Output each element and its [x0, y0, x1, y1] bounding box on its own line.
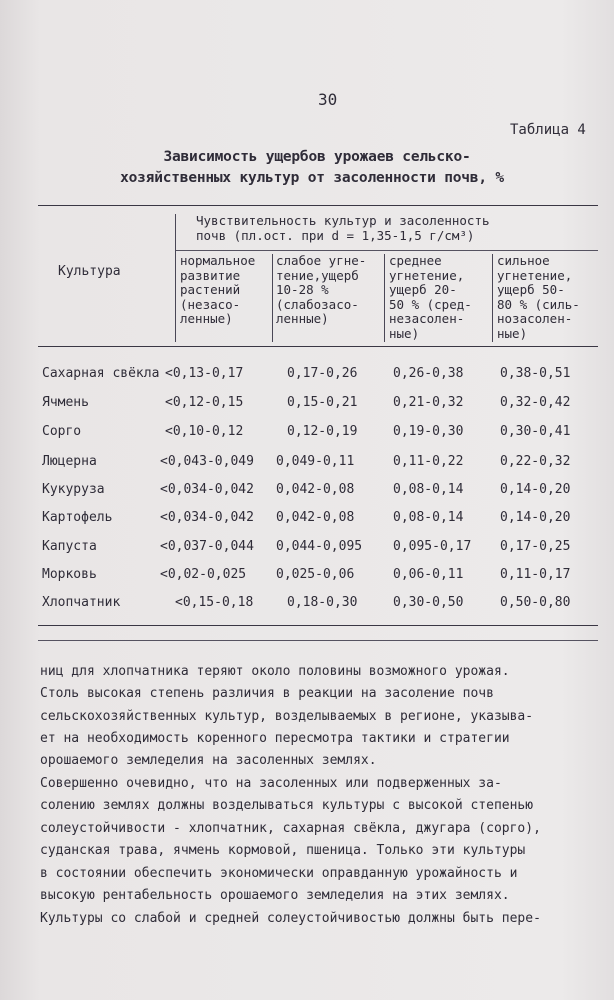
cell-medium: 0,11-0,22 — [393, 454, 464, 469]
column-separator — [384, 254, 385, 342]
row-culture: Сахарная свёкла — [42, 366, 160, 381]
table-label: Таблица 4 — [510, 122, 586, 138]
table-row — [0, 482, 614, 502]
table-row — [0, 366, 614, 386]
cell-medium: 0,08-0,14 — [393, 482, 464, 497]
cell-strong: 0,22-0,32 — [500, 454, 571, 469]
row-culture: Морковь — [42, 567, 97, 582]
table-row — [0, 567, 614, 587]
cell-normal: <0,02-0,025 — [160, 567, 247, 582]
table-row — [0, 510, 614, 530]
cell-normal: <0,10-0,12 — [165, 424, 244, 439]
cell-strong: 0,32-0,42 — [500, 395, 571, 410]
body-text-line: в состоянии обеспечить экономически оправданную урожайность и — [40, 866, 518, 881]
table-row — [0, 454, 614, 474]
cell-strong: 0,11-0,17 — [500, 567, 571, 582]
body-text-line: орошаемого земледелия на засоленных землях. — [40, 753, 377, 768]
header-group-line-1: Чувствительность культур и засоленность — [196, 213, 490, 228]
column-separator — [272, 254, 273, 342]
table-row — [0, 595, 614, 615]
cell-normal: <0,043-0,049 — [160, 454, 254, 469]
cell-strong: 0,14-0,20 — [500, 510, 571, 525]
cell-weak: 0,12-0,19 — [287, 424, 358, 439]
cell-normal: <0,15-0,18 — [175, 595, 254, 610]
cell-medium: 0,26-0,38 — [393, 366, 464, 381]
body-text-line: солению землях должны возделываться культуры с высокой степенью — [40, 798, 534, 813]
cell-normal: <0,12-0,15 — [165, 395, 244, 410]
cell-strong: 0,30-0,41 — [500, 424, 571, 439]
column-header-weak: слабое угне- тение,ущерб 10-28 % (слабозасо- ленные) — [276, 253, 367, 326]
table-caption-line-1: Зависимость ущербов урожаев сельско- — [163, 149, 471, 165]
column-header-normal: нормальное развитие растений (незасо- ленные) — [180, 253, 256, 326]
cell-medium: 0,30-0,50 — [393, 595, 464, 610]
cell-weak: 0,044-0,095 — [276, 539, 363, 554]
body-text-line: Совершенно очевидно, что на засоленных или подверженных за- — [40, 776, 502, 791]
row-culture: Картофель — [42, 510, 113, 525]
cell-strong: 0,17-0,25 — [500, 539, 571, 554]
column-header-strong: сильное угнетение, ущерб 50- 80 % (силь- нозасолен- ные) — [497, 253, 580, 341]
cell-medium: 0,21-0,32 — [393, 395, 464, 410]
body-text-line: Культуры со слабой и средней солеустойчивостью должны быть пере- — [40, 911, 541, 926]
header-bottom-rule — [38, 346, 598, 347]
cell-weak: 0,042-0,08 — [276, 482, 355, 497]
body-text-line: ниц для хлопчатника теряют около половины возможного урожая. — [40, 664, 510, 679]
column-header-medium: среднее угнетение, ущерб 20- 50 % (сред- незасолен- ные) — [389, 253, 472, 341]
cell-medium: 0,06-0,11 — [393, 567, 464, 582]
body-text-line: ет на необходимость коренного пересмотра тактики и стратегии — [40, 731, 510, 746]
table-top-rule — [38, 205, 598, 206]
row-culture: Ячмень — [42, 395, 89, 410]
cell-strong: 0,50-0,80 — [500, 595, 571, 610]
table-bottom-rule — [38, 625, 598, 626]
table-row — [0, 539, 614, 559]
cell-weak: 0,025-0,06 — [276, 567, 355, 582]
body-text-line: солеустойчивости - хлопчатник, сахарная свёкла, джугара (сорго), — [40, 821, 541, 836]
body-text-line: Столь высокая степень различия в реакции на засоление почв — [40, 686, 494, 701]
column-separator — [175, 214, 176, 342]
row-culture: Хлопчатник — [42, 595, 121, 610]
cell-normal: <0,037-0,044 — [160, 539, 254, 554]
page-number: 30 — [318, 90, 338, 109]
row-culture: Капуста — [42, 539, 97, 554]
table-row — [0, 395, 614, 415]
cell-medium: 0,19-0,30 — [393, 424, 464, 439]
row-culture: Сорго — [42, 424, 82, 439]
header-divider-rule — [175, 250, 598, 251]
cell-weak: 0,18-0,30 — [287, 595, 358, 610]
row-culture: Люцерна — [42, 454, 97, 469]
row-culture: Кукуруза — [42, 482, 105, 497]
table-caption-line-2: хозяйственных культур от засоленности почв, % — [120, 170, 504, 186]
column-separator — [492, 254, 493, 342]
cell-strong: 0,14-0,20 — [500, 482, 571, 497]
cell-weak: 0,15-0,21 — [287, 395, 358, 410]
body-text-line: суданская трава, ячмень кормовой, пшеница. Только эти культуры — [40, 843, 526, 858]
cell-medium: 0,095-0,17 — [393, 539, 472, 554]
cell-weak: 0,042-0,08 — [276, 510, 355, 525]
table-row — [0, 424, 614, 444]
cell-normal: <0,034-0,042 — [160, 510, 254, 525]
body-text-line: сельскохозяйственных культур, возделываемых в регионе, указыва- — [40, 709, 534, 724]
cell-medium: 0,08-0,14 — [393, 510, 464, 525]
header-culture: Культура — [58, 264, 121, 279]
cell-weak: 0,17-0,26 — [287, 366, 358, 381]
table-footer-rule — [38, 640, 598, 641]
cell-strong: 0,38-0,51 — [500, 366, 571, 381]
cell-weak: 0,049-0,11 — [276, 454, 355, 469]
header-group-line-2: почв (пл.ост. при d = 1,35-1,5 г/см³) — [196, 228, 475, 243]
body-text-line: высокую рентабельность орошаемого земледелия на этих землях. — [40, 888, 510, 903]
cell-normal: <0,034-0,042 — [160, 482, 254, 497]
cell-normal: <0,13-0,17 — [165, 366, 244, 381]
